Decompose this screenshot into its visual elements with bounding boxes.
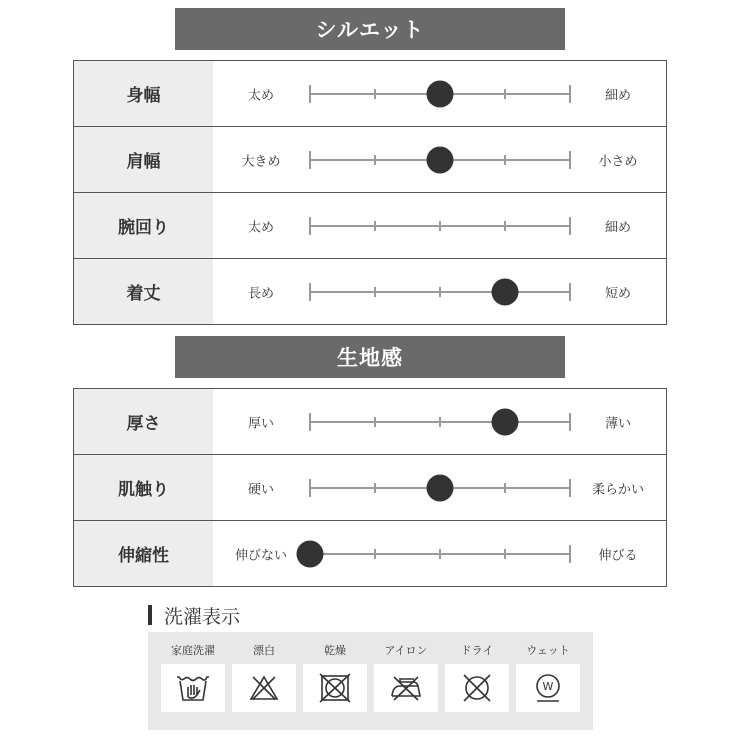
scale-tick xyxy=(374,483,376,493)
scale-cell xyxy=(213,259,666,324)
rating-scale xyxy=(310,479,570,497)
no-iron-icon xyxy=(388,674,424,702)
washing-title xyxy=(148,603,240,627)
scale-left-label: 太め xyxy=(247,220,274,235)
scale-cell xyxy=(213,61,666,126)
scale-tick xyxy=(374,549,376,559)
scale-tick xyxy=(309,479,311,497)
scale-tick xyxy=(504,221,506,231)
fabric-row xyxy=(74,455,666,521)
scale-right-label: 伸びる xyxy=(598,548,638,563)
wet-clean-icon xyxy=(533,672,563,704)
wash-label: アイロン xyxy=(384,644,428,657)
rating-scale xyxy=(310,85,570,103)
washing-title-bar xyxy=(148,605,152,625)
washing-title-text: 洗濯表示 xyxy=(164,605,241,628)
scale-tick xyxy=(439,287,441,297)
silhouette-table xyxy=(73,60,667,325)
row-label: 身幅 xyxy=(74,61,213,126)
row-label: 肩幅 xyxy=(74,127,213,192)
no-tumble-dry-icon xyxy=(318,673,352,703)
silhouette-row xyxy=(74,259,666,325)
scale-left-label: 厚い xyxy=(247,416,274,431)
scale-marker xyxy=(492,278,519,305)
scale-tick xyxy=(504,549,506,559)
scale-tick xyxy=(309,151,311,169)
silhouette-header xyxy=(175,8,565,50)
scale-tick xyxy=(309,217,311,235)
scale-tick xyxy=(504,89,506,99)
fabric-row xyxy=(74,389,666,455)
scale-right-label: 薄い xyxy=(604,416,631,431)
silhouette-row xyxy=(74,127,666,193)
scale-right-label: 柔らかい xyxy=(591,482,644,497)
scale-cell xyxy=(213,193,666,258)
fabric-row xyxy=(74,521,666,587)
scale-right-label: 小さめ xyxy=(598,154,638,169)
scale-tick xyxy=(374,155,376,165)
silhouette-title: シルエット xyxy=(315,18,425,42)
scale-left-label: 太め xyxy=(247,88,274,103)
scale-tick xyxy=(439,221,441,231)
scale-tick xyxy=(504,483,506,493)
washing-box xyxy=(148,632,593,730)
no-bleach-icon xyxy=(248,674,280,702)
scale-marker xyxy=(427,80,454,107)
scale-cell xyxy=(213,389,666,454)
rating-scale xyxy=(310,413,570,431)
row-label: 着丈 xyxy=(74,259,213,324)
scale-cell xyxy=(213,521,666,586)
fabric-header xyxy=(175,336,565,378)
scale-tick xyxy=(504,155,506,165)
hand-wash-icon xyxy=(175,673,211,703)
scale-tick xyxy=(374,221,376,231)
wash-label: 家庭洗濯 xyxy=(171,644,215,657)
scale-tick xyxy=(309,85,311,103)
scale-marker xyxy=(427,474,454,501)
svg-text:W: W xyxy=(542,680,554,693)
row-label: 伸縮性 xyxy=(74,521,213,586)
rating-scale xyxy=(310,217,570,235)
scale-marker xyxy=(427,146,454,173)
rating-scale xyxy=(310,545,570,563)
scale-left-label: 硬い xyxy=(247,482,274,497)
scale-left-label: 大きめ xyxy=(241,154,281,169)
scale-tick xyxy=(439,549,441,559)
fabric-table xyxy=(73,388,667,587)
scale-tick xyxy=(374,89,376,99)
scale-tick xyxy=(374,287,376,297)
scale-marker xyxy=(492,408,519,435)
wash-label: 乾燥 xyxy=(324,644,346,657)
scale-left-label: 長め xyxy=(247,286,274,301)
scale-tick xyxy=(309,413,311,431)
silhouette-row xyxy=(74,193,666,259)
no-dry-clean-icon xyxy=(460,673,494,703)
scale-tick xyxy=(374,417,376,427)
rating-scale xyxy=(310,151,570,169)
scale-tick xyxy=(309,283,311,301)
row-label: 腕回り xyxy=(74,193,213,258)
row-label: 厚さ xyxy=(74,389,213,454)
wash-label: ウェット xyxy=(526,644,570,657)
wash-label: 漂白 xyxy=(253,644,275,657)
silhouette-row xyxy=(74,61,666,127)
scale-marker xyxy=(297,540,324,567)
scale-cell xyxy=(213,127,666,192)
row-label: 肌触り xyxy=(74,455,213,520)
scale-right-label: 短め xyxy=(604,286,631,301)
scale-left-label: 伸びない xyxy=(234,548,287,563)
wash-label: ドライ xyxy=(460,644,494,657)
fabric-title: 生地感 xyxy=(337,346,403,370)
scale-tick xyxy=(439,417,441,427)
scale-cell xyxy=(213,455,666,520)
scale-right-label: 細め xyxy=(604,88,631,103)
rating-scale xyxy=(310,283,570,301)
scale-right-label: 細め xyxy=(604,220,631,235)
